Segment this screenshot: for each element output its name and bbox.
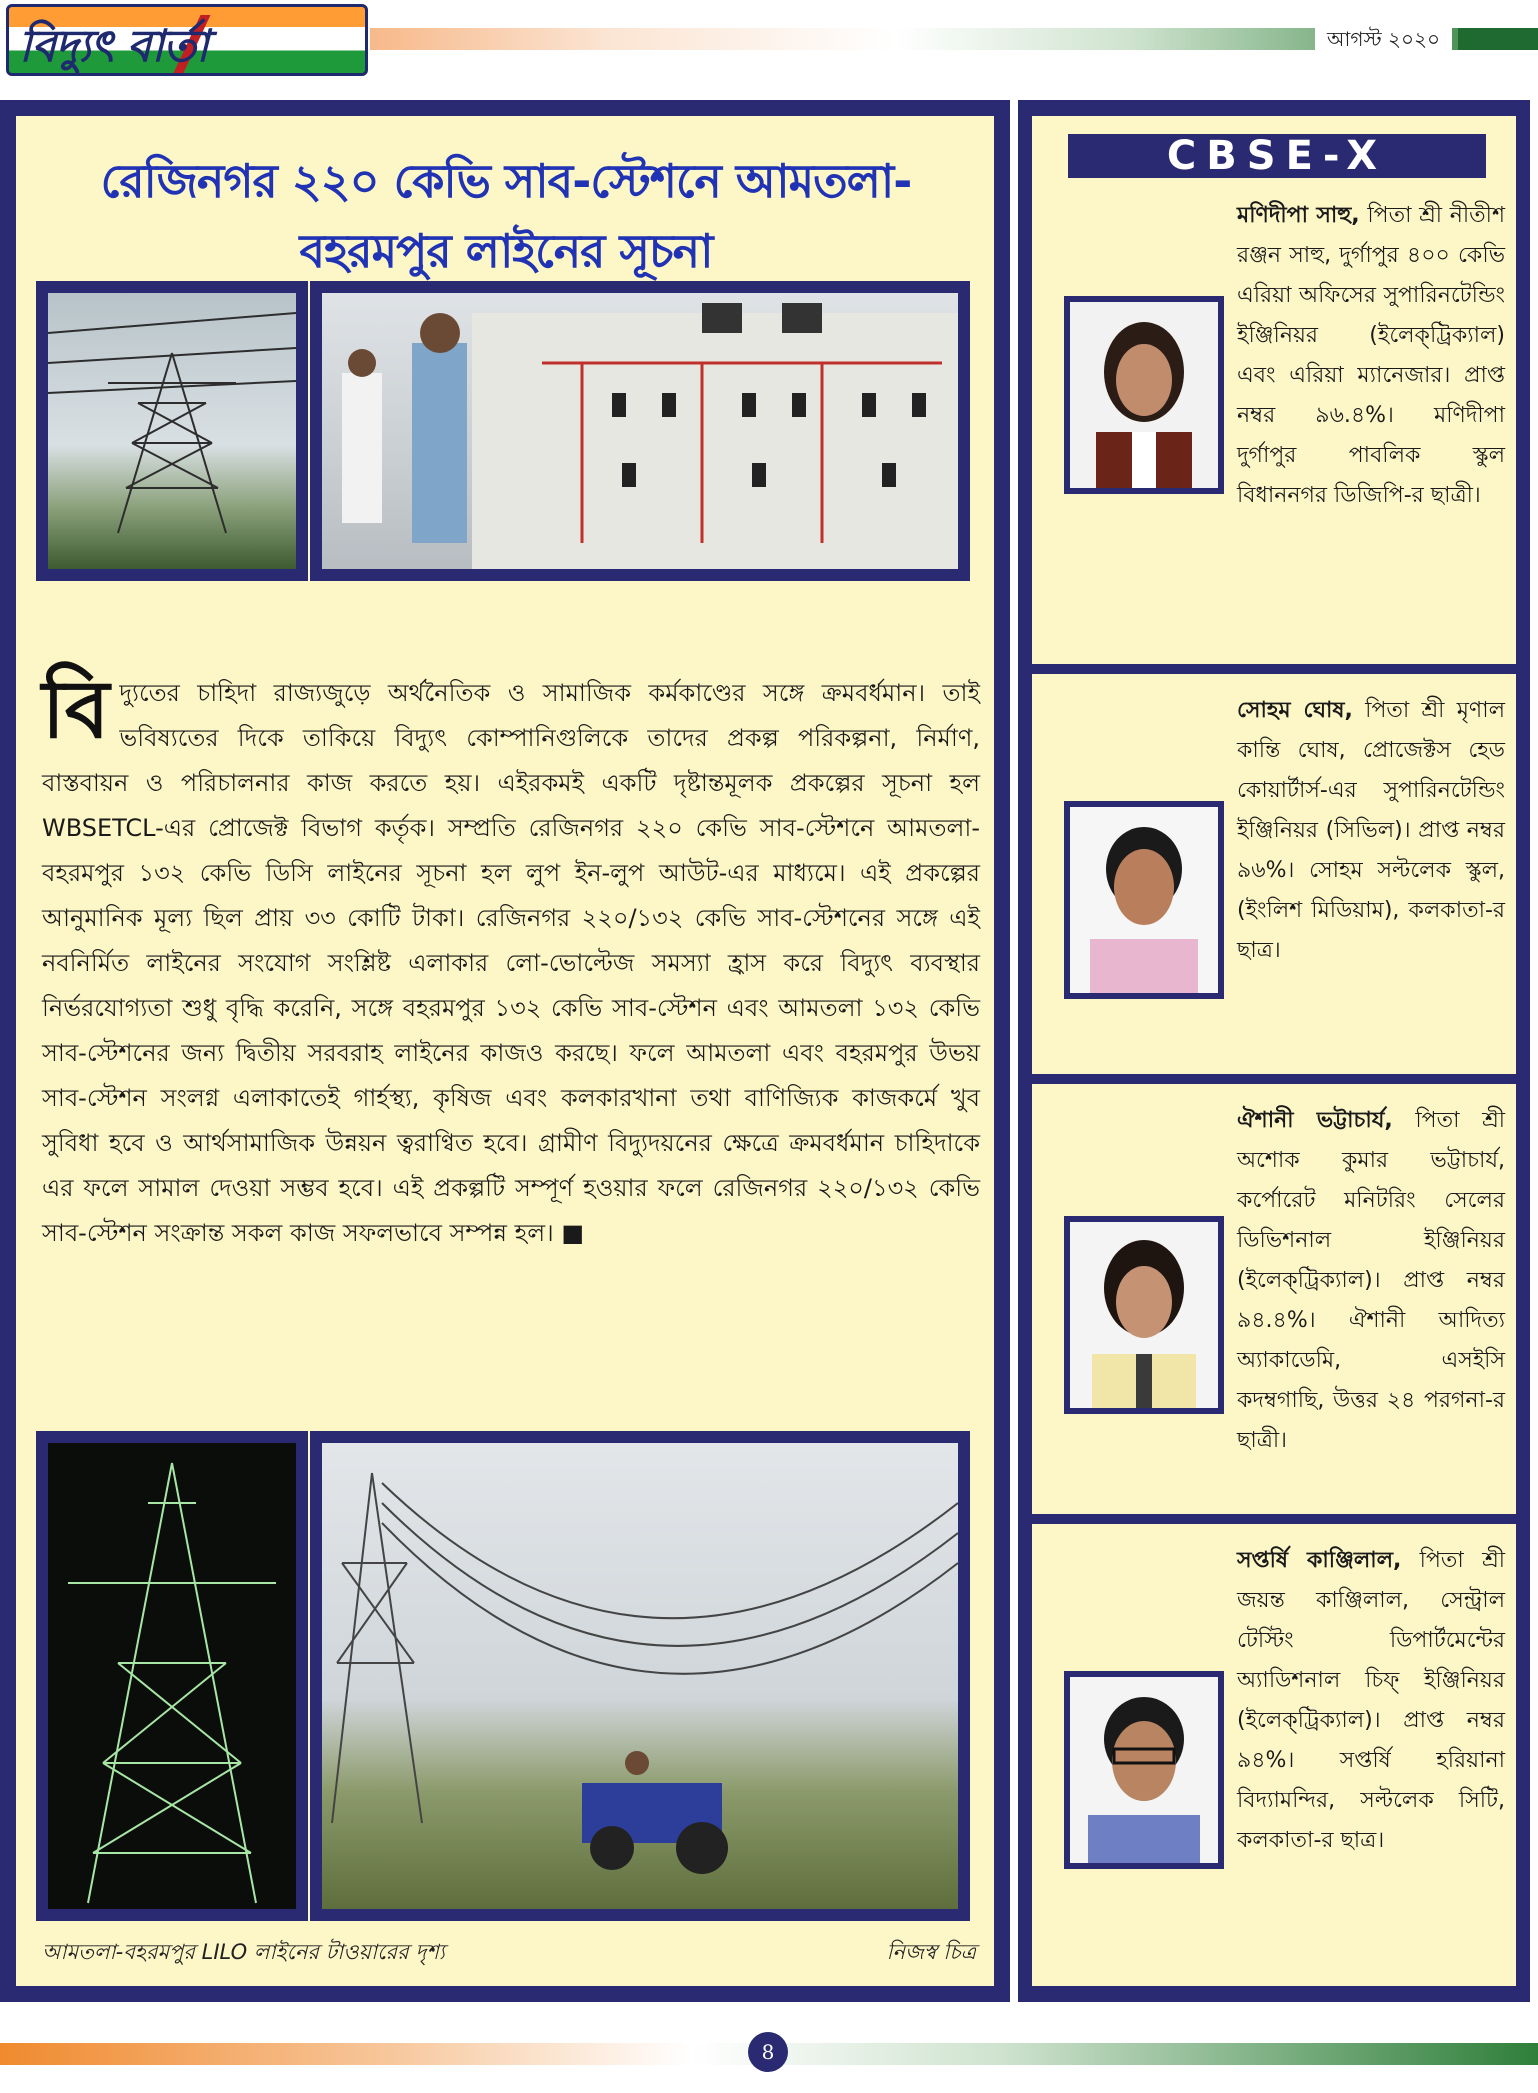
- portrait-illustration: [1070, 807, 1218, 993]
- photo-tower-night: [36, 1431, 308, 1921]
- student-bio: [1237, 1101, 1505, 1461]
- student-portrait: [1070, 1677, 1218, 1863]
- logo-text: বিদ্যুৎ বার্তা: [19, 21, 208, 72]
- student-bio: [1237, 196, 1505, 516]
- sidebar-divider: [1032, 1074, 1516, 1084]
- night-tower-illustration: [48, 1443, 296, 1909]
- night-tower-image: [48, 1443, 296, 1909]
- article-text: [42, 663, 980, 1256]
- portrait-illustration: [1070, 302, 1218, 488]
- student-name: সোহম ঘোষ,: [1237, 698, 1353, 723]
- student-bio: [1237, 691, 1505, 971]
- page-number: 8: [748, 2032, 788, 2072]
- cbse-sidebar: [1018, 100, 1530, 2002]
- student-portrait: [1070, 807, 1218, 993]
- student-details: পিতা শ্রী জয়ন্ত কাঞ্জিলাল, সেন্ট্রাল টেস্টিং ডিপার্টমেন্টের অ্যাডিশনাল চিফ্‌ ইঞ্জিনিয়র (ইলেক্‌ট্রিক্যাল)। প্রাপ্ত নম্বর ৯৪%। সপ্তর্ষি হরিয়ানা বিদ্যামন্দির, সল্টলেক সিটি, কলকাতা-র ছাত্র।: [1237, 1548, 1505, 1853]
- student-details: পিতা শ্রী অশোক কুমার ভট্টাচার্য, কর্পোরেট মনিটরিং সেলের ডিভিশনাল ইঞ্জিনিয়র (ইলেক্‌ট্রিক্যাল)। প্রাপ্ত নম্বর ৯৪.৪%। ঐশানী আদিত্য অ্যাকাডেমি, এসইসি কদম্বগাছি, উত্তর ২৪ পরগনা-র ছাত্রী।: [1237, 1108, 1505, 1453]
- tower-illustration: [48, 293, 296, 569]
- student-portrait: [1070, 1222, 1218, 1408]
- field-image: [322, 1443, 958, 1909]
- article-panel: [0, 100, 1010, 2002]
- sidebar-divider: [1032, 664, 1516, 674]
- page-header: [0, 0, 1538, 80]
- student-photo: [1064, 1216, 1224, 1414]
- student-bio: [1237, 1541, 1505, 1861]
- sidebar-title: CBSE-X: [1068, 134, 1486, 178]
- student-photo: [1064, 296, 1224, 494]
- photo-caption: আমতলা-বহরমপুর LILO লাইনের টাওয়ারের দৃশ্য: [42, 1940, 445, 1964]
- student-entry: [1032, 1541, 1516, 2001]
- photo-control-room: [310, 281, 970, 581]
- student-name: ঐশানী ভট্টাচার্য,: [1237, 1108, 1393, 1133]
- student-photo: [1064, 1671, 1224, 1869]
- field-illustration: [322, 1443, 958, 1909]
- article-body-area: [16, 116, 994, 1986]
- student-name: সপ্তর্ষি কাঞ্জিলাল,: [1237, 1548, 1402, 1573]
- drop-cap: বি: [42, 663, 110, 756]
- magazine-logo: [6, 4, 368, 76]
- control-room-image: [322, 293, 958, 569]
- student-photo: [1064, 801, 1224, 999]
- student-entry: [1032, 1101, 1516, 1521]
- student-details: পিতা শ্রী নীতীশ রঞ্জন সাহু, দুর্গাপুর ৪০০ কেভি এরিয়া অফিসের সুপারিনটেন্ডিং ইঞ্জিনিয়র (ইলেক্‌ট্রিক্যাল) এবং এরিয়া ম্যানেজার। প্রাপ্ত নম্বর ৯৬.৪%। মণিদীপা দুর্গাপুর পাবলিক স্কুল বিধাননগর ডিজিপি-র ছাত্রী।: [1237, 203, 1505, 508]
- student-entry: [1032, 691, 1516, 1111]
- sidebar-body-area: [1032, 116, 1516, 1986]
- header-accent: [1458, 28, 1538, 50]
- portrait-illustration: [1070, 1677, 1218, 1863]
- photo-credit: নিজস্ব চিত্র: [886, 1940, 976, 1964]
- portrait-illustration: [1070, 1222, 1218, 1408]
- article-paragraph: দ্যুতের চাহিদা রাজ্যজুড়ে অর্থনৈতিক ও সামাজিক কর্মকাণ্ডের সঙ্গে ক্রমবর্ধমান। তাই ভবিষ্যতের দিকে তাকিয়ে বিদ্যুৎ কোম্পানিগুলিকে তাদের প্রকল্প পরিকল্পনা, নির্মাণ, বাস্তবায়ন ও পরিচালনার কাজ করতে হয়। এইরকমই একটি দৃষ্টান্তমূলক প্রকল্পের সূচনা হল WBSETCL-এর প্রোজেক্ট বিভাগ কর্তৃক। সম্প্রতি রেজিনগর ২২০ কেভি সাব-স্টেশনে আমতলা-বহরমপুর ১৩২ কেভি ডিসি লাইনের সূচনা হল লুপ ইন-লুপ আউট-এর মাধ্যমে। এই প্রকল্পের আনুমানিক মূল্য ছিল প্রায় ৩৩ কোটি টাকা। রেজিনগর ২২০/১৩২ কেভি সাব-স্টেশনের সঙ্গে এই নবনির্মিত লাইনের সংযোগ সংশ্লিষ্ট এলাকার লো-ভোল্টেজ সমস্যা হ্রাস করে বিদ্যুৎ ব্যবস্থার নির্ভরযোগ্যতা শুধু বৃদ্ধি করেনি, সঙ্গে বহরমপুর ১৩২ কেভি সাব-স্টেশন এবং আমতলা ১৩২ কেভি সাব-স্টেশনের জন্য দ্বিতীয় সরবরাহ লাইনের কাজও করছে। ফলে আমতলা এবং বহরমপুর উভয় সাব-স্টেশন সংলগ্ন এলাকাতেই গার্হস্থ্য, কৃষিজ এবং কলকারখানা তথা বাণিজ্যিক কাজকর্মে খুব সুবিধা হবে ও আর্থসামাজিক উন্নয়ন ত্বরাণ্বিত হবে। গ্রামীণ বিদ্যুদয়নের ক্ষেত্রে ক্রমবর্ধমান চাহিদাকে এর ফলে সামাল দেওয়া সম্ভব হবে। এই প্রকল্পটি সম্পূর্ণ হওয়ার ফলে রেজিনগর ২২০/১৩২ কেভি সাব-স্টেশন সংক্রান্ত সকল কাজ সফলভাবে সম্পন্ন হল। ■: [42, 679, 980, 1247]
- sidebar-divider: [1032, 1514, 1516, 1524]
- student-name: মণিদীপা সাহু,: [1237, 203, 1360, 228]
- tower-image: [48, 293, 296, 569]
- article-headline: রেজিনগর ২২০ কেভি সাব-স্টেশনে আমতলা-বহরমপুর লাইনের সূচনা: [100, 154, 912, 278]
- issue-date: আগস্ট ২০২০: [1315, 24, 1452, 54]
- student-details: পিতা শ্রী মৃণাল কান্তি ঘোষ, প্রোজেক্টস হেড কোয়ার্টার্স-এর সুপারিনটেন্ডিং ইঞ্জিনিয়র (সিভিল)। প্রাপ্ত নম্বর ৯৬%। সোহম সল্টলেক স্কুল, (ইংলিশ মিডিয়াম), কলকাতা-র ছাত্র।: [1237, 698, 1505, 963]
- control-panel-illustration: [322, 293, 958, 569]
- photo-field-tractor: [310, 1431, 970, 1921]
- student-portrait: [1070, 302, 1218, 488]
- photo-tower-day: [36, 281, 308, 581]
